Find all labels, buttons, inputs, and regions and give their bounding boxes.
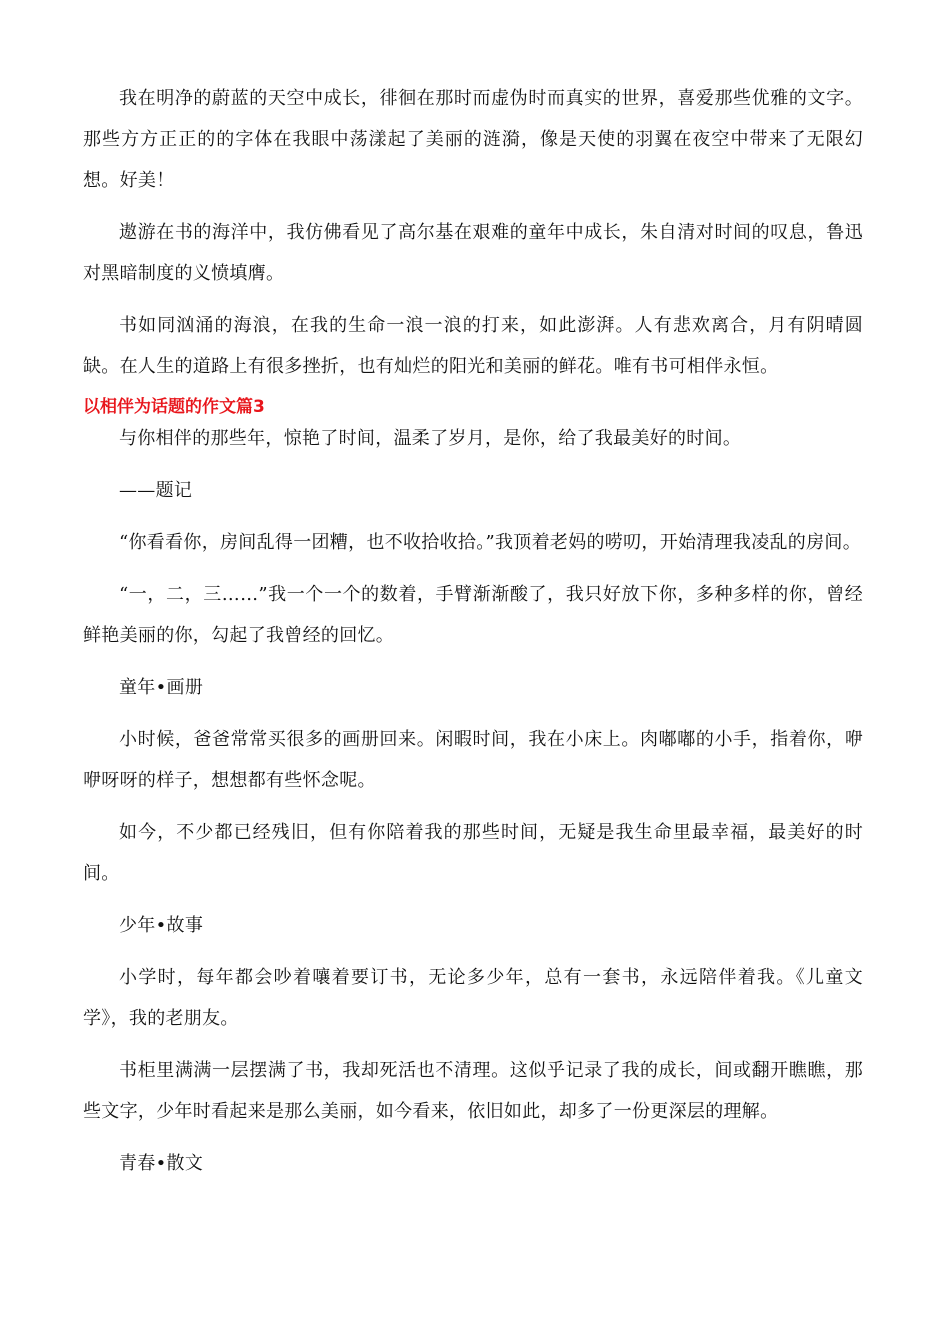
paragraph-mom-nagging: “你看看你，房间乱得一团糟，也不收拾收拾。”我顶着老妈的唠叨，开始清理我凌乱的房间。 [119, 532, 861, 553]
section-heading: 以相伴为话题的作文篇3 [83, 397, 265, 417]
paragraph-picture-books: 小时候，爸爸常常买很多的画册回来。闲暇时间，我在小床上。肉嘟嘟的小手，指着你，咿咿呀呀的样子，想想都有些怀念呢。 [83, 729, 863, 791]
paragraph-intro: 与你相伴的那些年，惊艳了时间，温柔了岁月，是你，给了我最美好的时间。 [119, 428, 742, 449]
subheading-childhood: 童年•画册 [119, 677, 204, 698]
paragraph-books-like-waves: 书如同汹涌的海浪，在我的生命一浪一浪的打来，如此澎湃。人有悲欢离合，月有阴晴圆缺。在人生的道路上有很多挫折，也有灿烂的阳光和美丽的鲜花。唯有书可相伴永恒。 [83, 315, 863, 377]
paragraph-bookshelf: 书柜里满满一层摆满了书，我却死活也不清理。这似乎记录了我的成长，间或翻开瞧瞧，那些文字，少年时看起来是那么美丽，如今看来，依旧如此，却多了一份更深层的理解。 [83, 1060, 863, 1122]
paragraph-epigraph: ——题记 [119, 480, 193, 501]
paragraph-grow-up: 我在明净的蔚蓝的天空中成长，徘徊在那时而虚伪时而真实的世界，喜爱那些优雅的文字。那些方方正正的的字体在我眼中荡漾起了美丽的涟漪，像是天使的羽翼在夜空中带来了无限幻想。好美！ [83, 88, 863, 191]
paragraph-nowadays: 如今，不少都已经残旧，但有你陪着我的那些时间，无疑是我生命里最幸福，最美好的时间。 [83, 822, 863, 884]
document-page [83, 78, 863, 1195]
subheading-youth: 少年•故事 [119, 915, 204, 936]
paragraph-counting: “一，二，三……”我一个一个的数着，手臂渐渐酸了，我只好放下你，多种多样的你，曾经鲜艳美丽的你，勾起了我曾经的回忆。 [83, 584, 863, 646]
paragraph-ocean-of-books: 遨游在书的海洋中，我仿佛看见了高尔基在艰难的童年中成长，朱自清对时间的叹息，鲁迅对黑暗制度的义愤填膺。 [83, 222, 863, 284]
subheading-adolescence: 青春•散文 [119, 1153, 204, 1174]
paragraph-primary-school: 小学时，每年都会吵着嚷着要订书，无论多少年，总有一套书，永远陪伴着我。《儿童文学》，我的老朋友。 [83, 967, 863, 1029]
